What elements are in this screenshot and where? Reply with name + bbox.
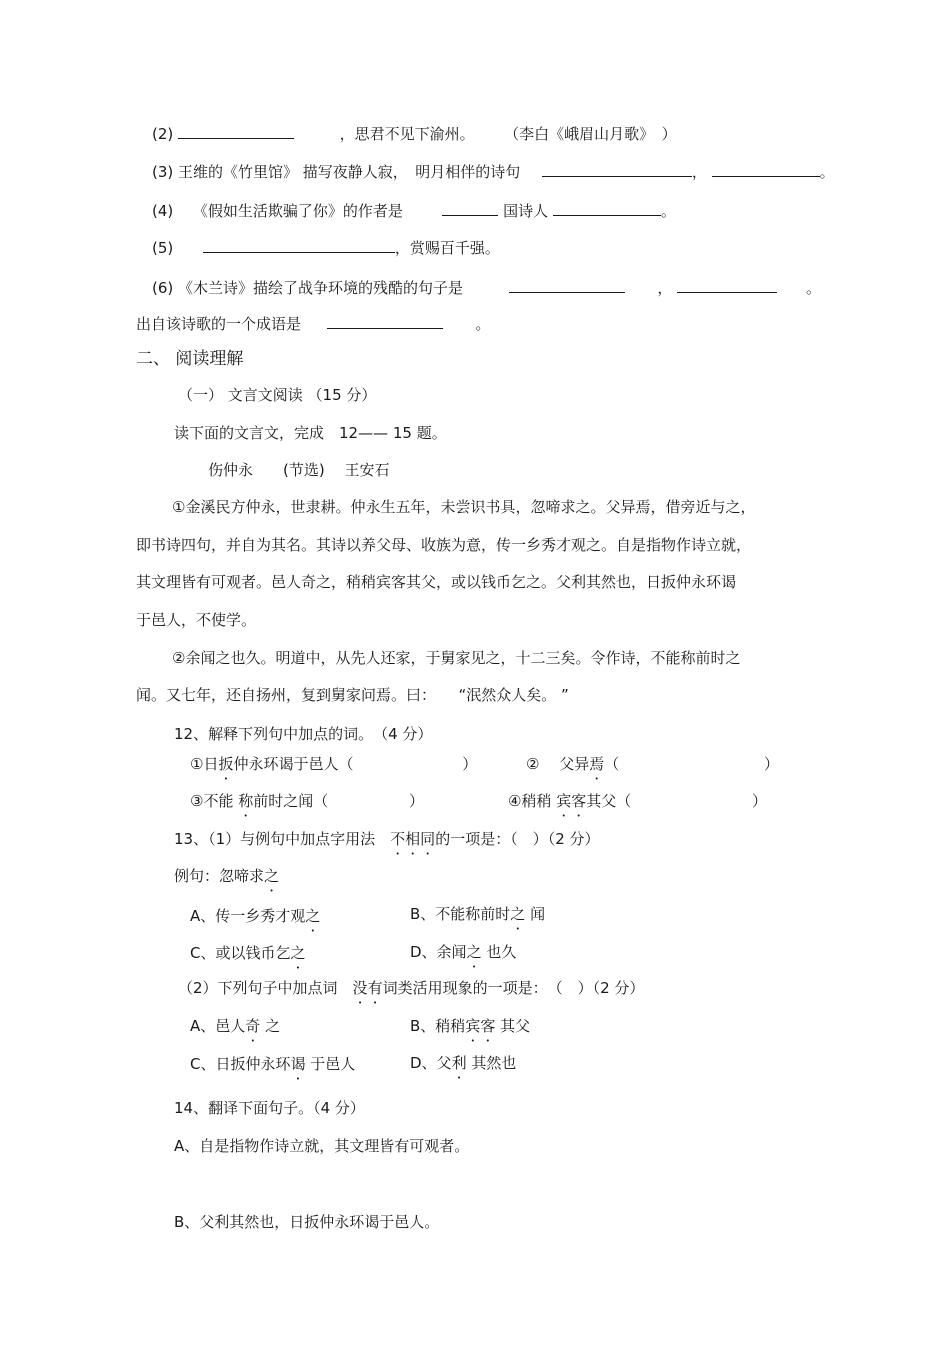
- q13-part2-option-B-dotted-1: 宾: [465, 1017, 481, 1035]
- q13-part2-option-A-pre: A、邑人: [190, 1017, 246, 1035]
- q13-part2-title: [178, 978, 644, 998]
- section-2-title: 二、 阅读理解: [136, 349, 244, 369]
- q13-part1-title: [174, 829, 600, 849]
- reading-instruction: 读下面的文言文，完成 12—— 15 题。: [174, 424, 447, 442]
- q13-option-D-text: D、余闻: [410, 943, 467, 961]
- q12-item-1: [190, 754, 477, 774]
- q13-option-D-post: 也久: [486, 943, 517, 961]
- q13-part1-dotted-3: 同: [420, 830, 436, 848]
- q13-option-C-text: C、或以钱币乞: [190, 944, 291, 962]
- passage-title: 伤仲永 (节选) 王安石: [208, 461, 390, 479]
- q13-part2-option-A-dotted: 奇: [245, 1017, 261, 1035]
- q13-example: [174, 866, 279, 886]
- q13-option-A-text: A、传一乡秀才观: [190, 907, 306, 925]
- q13-option-C[interactable]: [190, 943, 306, 963]
- q13-part2-option-B-pre: B、稍稍: [410, 1017, 466, 1035]
- q12-item-1-close: ）: [462, 755, 478, 773]
- q3-number: (3): [152, 163, 174, 181]
- q12-item-1-dotted-word: 扳: [218, 755, 234, 773]
- subsection-1-title: （一） 文言文阅读 （15 分）: [178, 386, 377, 404]
- q13-part2-dotted-1: 没: [352, 979, 368, 997]
- q13-option-B-dotted: 之: [510, 905, 526, 923]
- q6-idiom-period: 。: [475, 315, 491, 333]
- q13-option-B-text: B、不能称前时: [410, 905, 511, 923]
- q12-item-3-close: ）: [409, 792, 425, 810]
- q2-source: （李白《峨眉山月歌》 ）: [504, 125, 677, 143]
- q12-title: 12、解释下列句中加点的词。 （4 分）: [174, 725, 433, 743]
- q13-option-D[interactable]: [410, 942, 516, 962]
- q6-idiom-blank[interactable]: [327, 313, 443, 329]
- q6-idiom-text: 出自该诗歌的一个成语是: [136, 315, 302, 333]
- q13-part2-option-A[interactable]: [190, 1016, 280, 1036]
- q13-part1-dotted-1: 不: [390, 830, 406, 848]
- q12-item-2: [526, 754, 779, 774]
- q5-line: [152, 237, 500, 258]
- q12-item-1-pre: ①日: [190, 755, 219, 773]
- q6-text: 《木兰诗》描绘了战争环境的残酷的句子是: [178, 279, 464, 297]
- q3-answer-blank-2[interactable]: [712, 161, 820, 177]
- q5-number: (5): [152, 239, 174, 257]
- q12-item-2-close: ）: [764, 755, 780, 773]
- q13-part2-dotted-2: 有: [367, 979, 383, 997]
- q3-line: [152, 161, 835, 182]
- q12-item-1-answer[interactable]: [358, 754, 462, 769]
- q12-item-3-dotted-word: 称: [238, 792, 254, 810]
- q13-part2-option-B-post: 其父: [500, 1017, 531, 1035]
- q14-sentence-A: A、自是指物作诗立就，其文理皆有可观者。: [174, 1137, 470, 1155]
- q14-title: 14、翻译下面句子。（4 分）: [174, 1099, 365, 1117]
- passage-para1-line4: 于邑人，不使学。: [136, 611, 257, 629]
- q4-line: [152, 200, 676, 221]
- q12-item-3-pre: ③不能: [190, 792, 239, 810]
- q12-item-2-answer[interactable]: [624, 754, 764, 769]
- q3-period: 。: [819, 163, 835, 181]
- q4-number: (4): [152, 202, 174, 220]
- q13-part1-dotted-2: 相: [405, 830, 421, 848]
- q6-line: [152, 277, 821, 298]
- passage-para2-line2: 闻。又七年，还自扬州，复到舅家问焉。曰： “泯然众人矣。 ”: [136, 686, 569, 704]
- q13-example-pre: 例句：忽啼求: [174, 867, 265, 885]
- q12-item-1-post: 仲永环谒于邑人（: [233, 755, 354, 773]
- q2-text: ，思君不见下渝州。: [339, 125, 475, 143]
- q3-comma: ，: [691, 163, 707, 181]
- q4-answer-blank-1[interactable]: [442, 200, 498, 216]
- q13-part2-option-D-post: 其然也: [471, 1054, 517, 1072]
- q6-period: 。: [805, 279, 821, 297]
- q6-comma: ，: [657, 279, 673, 297]
- q12-item-4-dotted-char-1: 宾: [556, 792, 572, 810]
- q13-part2-option-B[interactable]: [410, 1016, 530, 1036]
- q13-part2-option-C-post: 于邑人: [310, 1055, 356, 1073]
- q2-number: (2): [152, 125, 174, 143]
- q6-number: (6): [152, 279, 174, 297]
- q13-part2-option-D[interactable]: [410, 1053, 516, 1073]
- q12-item-3: [190, 791, 424, 811]
- q3-text: 王维的《竹里馆》 描写夜静人寂， 明月相伴的诗句: [178, 163, 521, 181]
- passage-para1-line3: 其文理皆有可观者。邑人奇之，稍稍宾客其父，或以钱币乞之。父利其然也，日扳仲永环谒: [136, 573, 737, 591]
- q13-part2-option-A-post: 之: [265, 1017, 281, 1035]
- passage-para1-line2: 即书诗四句，并自为其名。其诗以养父母、收族为意，传一乡秀才观之。自是指物作诗立就，: [136, 536, 752, 554]
- q6-answer-blank-2[interactable]: [677, 277, 777, 293]
- q13-option-B-post: 闻: [530, 905, 546, 923]
- q6-answer-blank-1[interactable]: [509, 277, 625, 293]
- q4-mid: 国诗人: [503, 202, 549, 220]
- q13-part1-post: 的一项是：（ ）（2 分）: [435, 830, 600, 848]
- q5-answer-blank[interactable]: [203, 237, 395, 253]
- q12-item-4-close: ）: [752, 792, 768, 810]
- q4-period: 。: [660, 202, 676, 220]
- q13-option-C-dotted: 之: [290, 944, 306, 962]
- passage-para2-line1: ②余闻之也久。明道中，从先人还家，于舅家见之，十二三矣。令作诗，不能称前时之: [172, 649, 741, 667]
- q12-item-3-post: 前时之闻（: [253, 792, 329, 810]
- q13-example-dotted: 之: [264, 867, 280, 885]
- q12-item-4-dotted-char-2: 客: [571, 792, 587, 810]
- q4-text: 《假如生活欺骗了你》的作者是: [192, 202, 403, 220]
- q13-part2-option-B-dotted-2: 客: [480, 1017, 496, 1035]
- q12-item-4: [508, 791, 767, 811]
- q12-item-2-dotted-word: 焉: [589, 755, 605, 773]
- q13-part2-pre: （2）下列句子中加点词: [178, 979, 353, 997]
- q12-item-4-answer[interactable]: [636, 791, 752, 806]
- q12-item-3-answer[interactable]: [333, 791, 409, 806]
- q12-item-4-pre: ④稍稍: [508, 792, 557, 810]
- q13-option-A-dotted: 之: [305, 907, 321, 925]
- q6-line-2: [136, 313, 490, 334]
- q13-part2-option-D-dotted: 利: [451, 1054, 467, 1072]
- q13-option-B[interactable]: [410, 904, 545, 924]
- q12-item-2-post: （: [604, 755, 620, 773]
- q12-item-2-pre: ② 父异: [526, 755, 590, 773]
- q13-part1-pre: 13、（1）与例句中加点字用法: [174, 830, 391, 848]
- passage-para1-line1: ①金溪民方仲永，世隶耕。仲永生五年，未尝识书具，忽啼求之。父异焉，借旁近与之，: [172, 498, 756, 516]
- q13-part2-option-C[interactable]: [190, 1054, 355, 1074]
- q5-text: ，赏赐百千强。: [394, 239, 500, 257]
- q2-line: [152, 123, 677, 144]
- q2-answer-blank[interactable]: [178, 123, 294, 139]
- q14-sentence-B: B、父利其然也，日扳仲永环谒于邑人。: [174, 1213, 440, 1231]
- q3-answer-blank-1[interactable]: [542, 161, 692, 177]
- q13-part2-post: 词类活用现象的一项是： （ ）（2 分）: [382, 979, 645, 997]
- q12-item-4-post: 其父（: [586, 792, 632, 810]
- q13-option-D-dotted: 之: [466, 943, 482, 961]
- q13-part2-option-D-pre: D、父: [410, 1054, 452, 1072]
- q13-option-A[interactable]: [190, 906, 320, 926]
- q13-part2-option-C-dotted: 谒: [290, 1055, 306, 1073]
- q4-answer-blank-2[interactable]: [553, 200, 661, 216]
- q13-part2-option-C-pre: C、日扳仲永环: [190, 1055, 291, 1073]
